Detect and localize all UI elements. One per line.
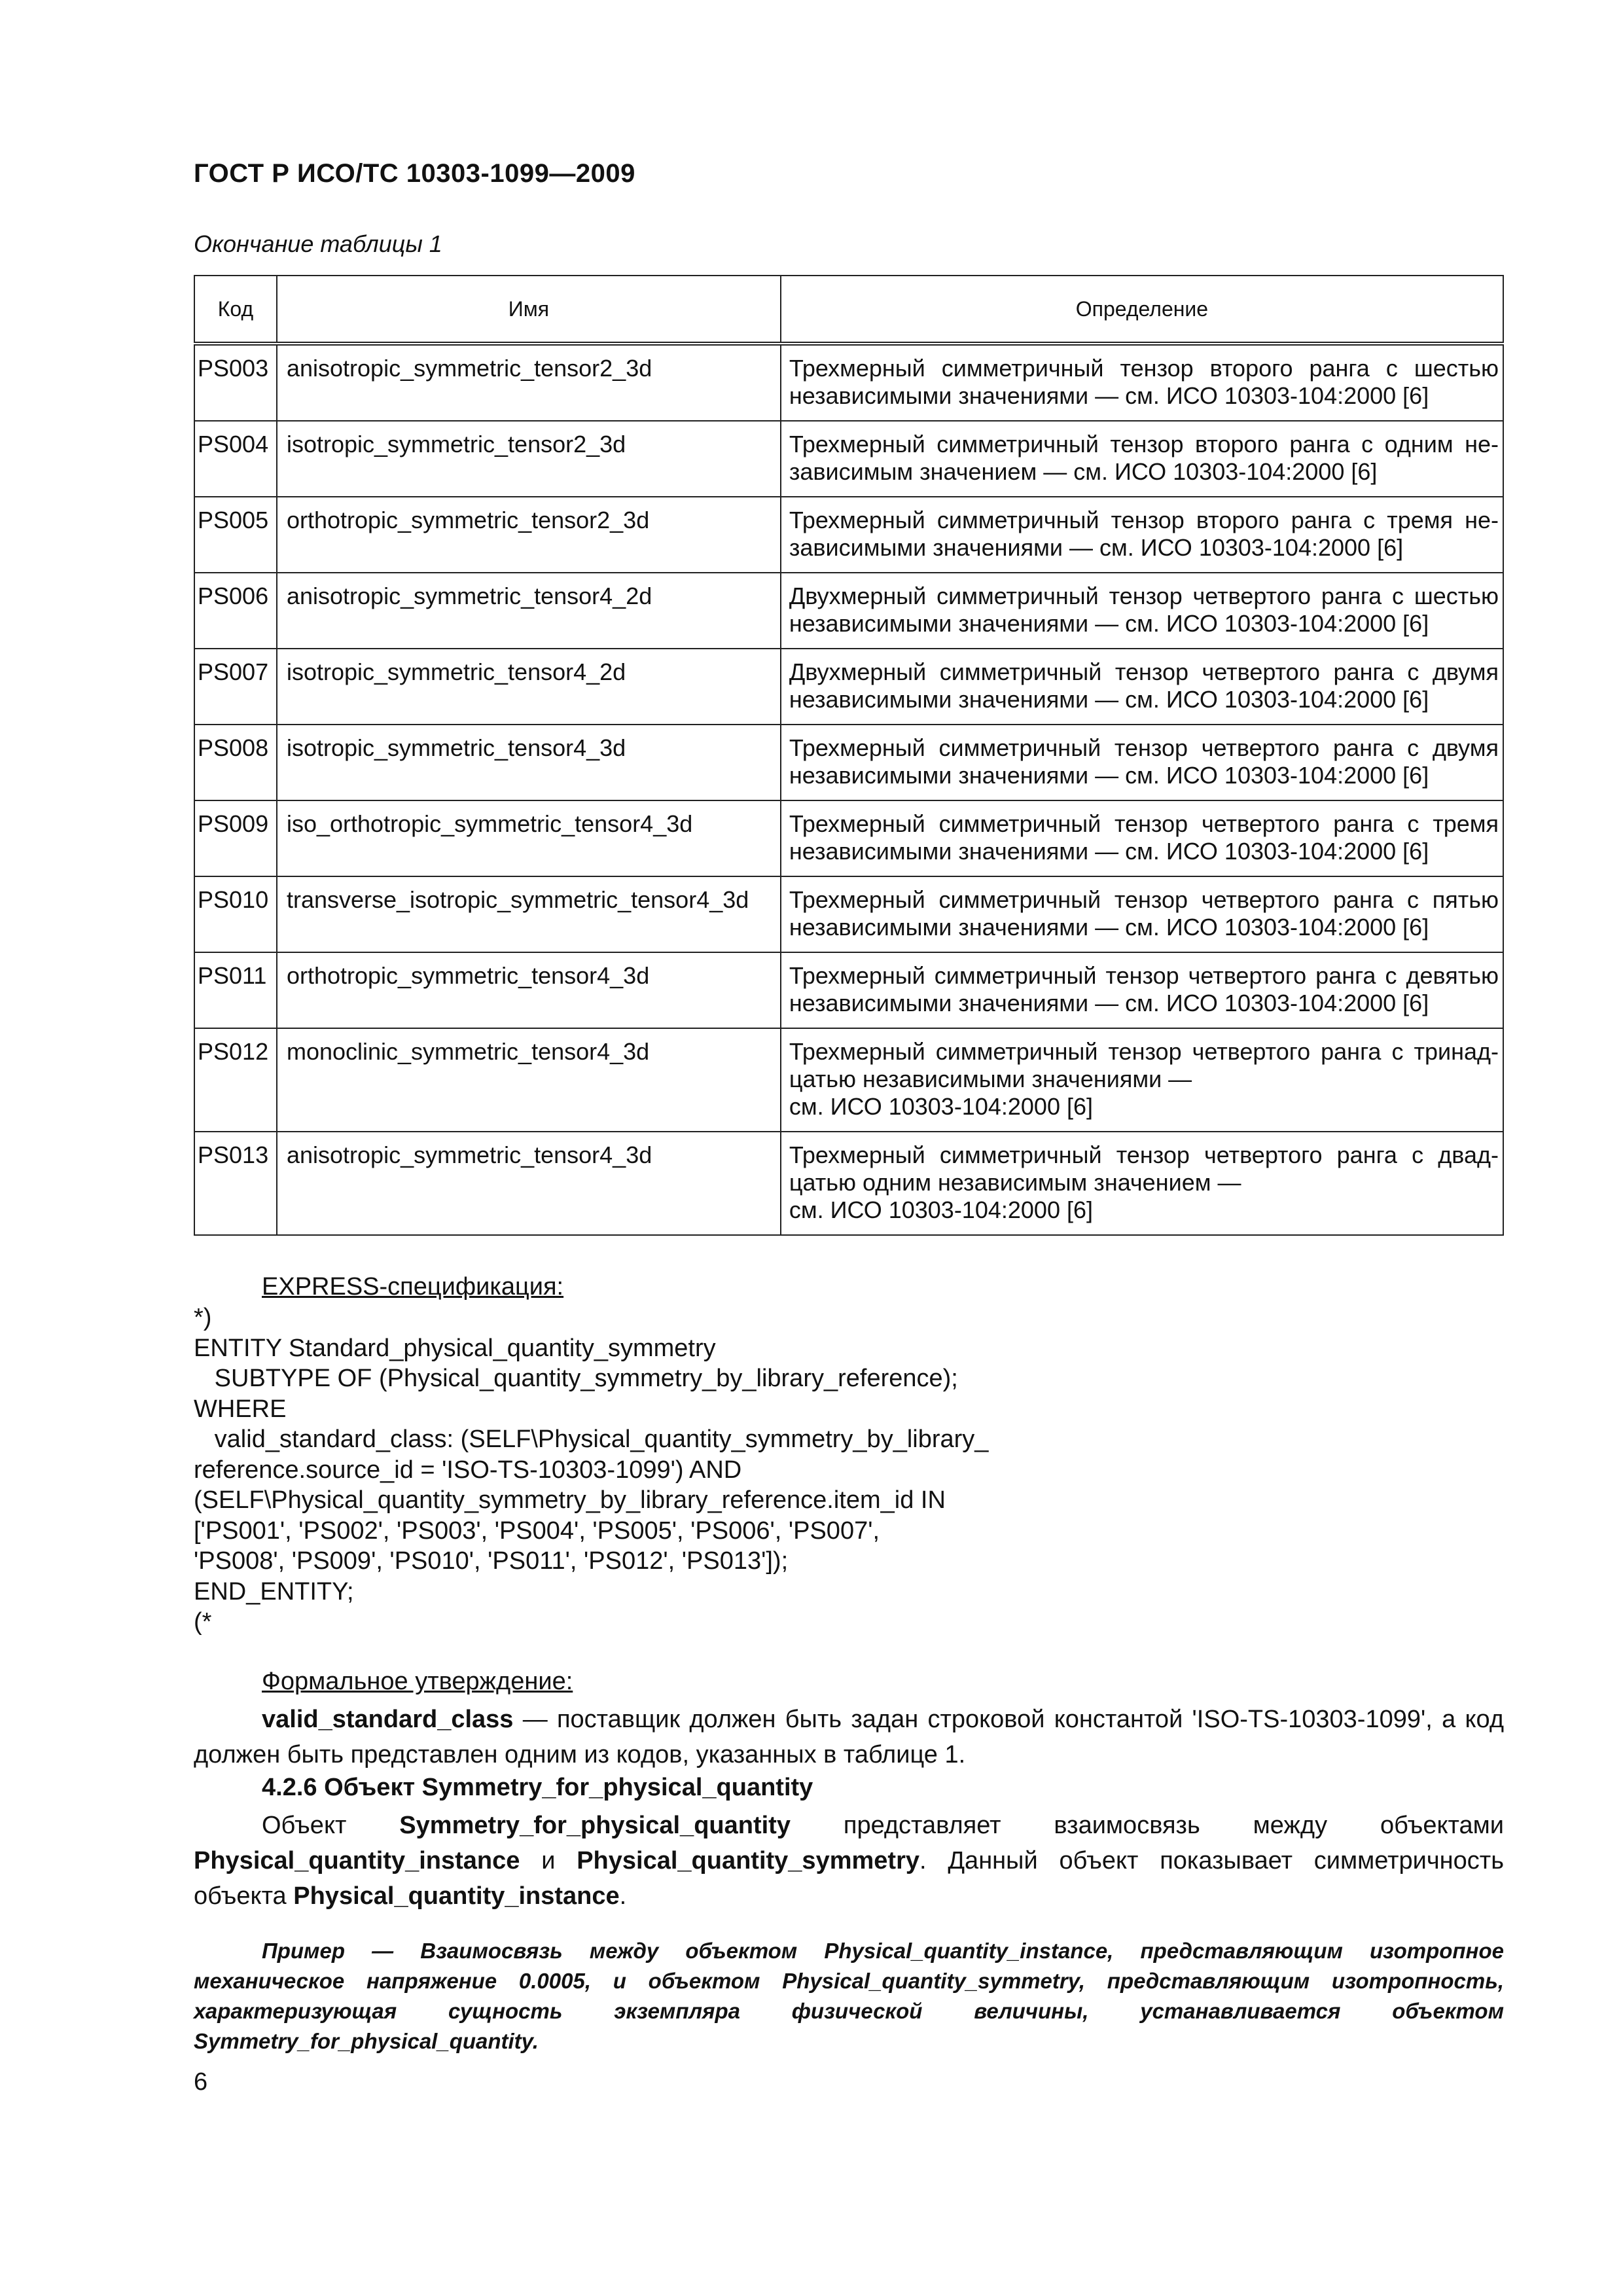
- table-row: [194, 421, 1503, 497]
- paragraph-text: и: [520, 1847, 577, 1874]
- cell-code: PS012: [194, 1028, 277, 1132]
- cell-definition: Трехмерный симметричный тензор четвертого ранга с тринадцатью независимыми значениями — см. ИСО 10303-104:2000 [6]: [781, 1028, 1503, 1132]
- express-code-block: *) ENTITY Standard_physical_quantity_symmetry SUBTYPE OF (Physical_quantity_symmetry_by_library_reference); WHERE valid_standard_class: (SELF\Physical_quantity_symmetry_by_library_ reference.source_id = 'ISO-TS-10303-1099') AND (SELF\Physical_quantity_symmetry_by_library_reference.item_id IN ['PS001', 'PS002', 'PS003', 'PS004', 'PS005', 'PS006', 'PS007', 'PS008', 'PS009', 'PS010', 'PS011', 'PS012', 'PS013']); END_ENTITY; (*: [194, 1304, 989, 1636]
- entity-name: Symmetry_for_physical_quantity: [399, 1812, 791, 1839]
- cell-name: orthotropic_symmetric_tensor4_3d: [277, 952, 781, 1028]
- column-header-name: Имя: [277, 276, 781, 344]
- entity-name: Physical_quantity_instance: [194, 1847, 520, 1874]
- column-header-code: Код: [194, 276, 277, 344]
- cell-definition: Трехмерный симметричный тензор второго ранга с шестью независимыми значениями — см. ИСО 10303-104:2000 [6]: [781, 344, 1503, 421]
- cell-code: PS010: [194, 876, 277, 952]
- entity-name: Physical_quantity_instance: [293, 1882, 620, 1910]
- cell-definition: Двухмерный симметричный тензор четвертого ранга с шестью независимыми значениями — см. ИСО 10303-104:2000 [6]: [781, 573, 1503, 649]
- table-row: [194, 649, 1503, 725]
- table-header-row: [194, 276, 1503, 344]
- column-header-definition: Определение: [781, 276, 1503, 344]
- cell-name: anisotropic_symmetric_tensor4_3d: [277, 1132, 781, 1235]
- table-row: [194, 952, 1503, 1028]
- paragraph-text: Объект: [262, 1812, 400, 1839]
- paragraph-text: . Данный объект показывает симметричность объекта: [194, 1847, 1504, 1910]
- symmetry-codes-table: [194, 275, 1504, 1236]
- rule-text: — поставщик должен быть задан строковой константой 'ISO-TS-10303-1099', а код должен быть представлен одним из кодов, указанных в таблице 1.: [194, 1706, 1504, 1768]
- table-row: [194, 876, 1503, 952]
- cell-definition: Трехмерный симметричный тензор второго ранга с тремя независимыми значениями — см. ИСО 10303-104:2000 [6]: [781, 497, 1503, 573]
- cell-code: PS003: [194, 344, 277, 421]
- rule-name: valid_standard_class: [262, 1706, 514, 1733]
- formal-statement-title: Формальное утверждение:: [262, 1668, 573, 1695]
- cell-code: PS008: [194, 725, 277, 800]
- cell-definition: Двухмерный симметричный тензор четвертого ранга с двумя независимыми значениями — см. ИСО 10303-104:2000 [6]: [781, 649, 1503, 725]
- section-paragraph: [194, 1808, 1504, 1914]
- cell-definition: Трехмерный симметричный тензор четвертого ранга с двадцатью одним независимым значением — см. ИСО 10303-104:2000 [6]: [781, 1132, 1503, 1235]
- cell-definition: Трехмерный симметричный тензор четвертого ранга с двумя независимыми значениями — см. ИСО 10303-104:2000 [6]: [781, 725, 1503, 800]
- entity-name: Physical_quantity_symmetry: [577, 1847, 919, 1874]
- paragraph-text: .: [619, 1882, 627, 1910]
- document-header: ГОСТ Р ИСО/ТС 10303-1099—2009: [194, 159, 635, 188]
- example-note: Пример — Взаимосвязь между объектом Physical_quantity_instance, представляющим изотропное механическое напряжение 0.0005, и объектом Physical_quantity_symmetry, представляющим изотропность, характеризующая сущность экземпляра физической величины, устанавливается объектом Symmetry_for_physical_quantity.: [194, 1939, 1504, 2053]
- cell-name: orthotropic_symmetric_tensor2_3d: [277, 497, 781, 573]
- cell-definition: Трехмерный симметричный тензор четвертого ранга с пятью независимыми значениями — см. ИСО 10303-104:2000 [6]: [781, 876, 1503, 952]
- table-caption: Окончание таблицы 1: [194, 230, 442, 257]
- cell-name: anisotropic_symmetric_tensor4_2d: [277, 573, 781, 649]
- table-row: [194, 725, 1503, 800]
- cell-name: isotropic_symmetric_tensor2_3d: [277, 421, 781, 497]
- cell-name: anisotropic_symmetric_tensor2_3d: [277, 344, 781, 421]
- table-row: [194, 573, 1503, 649]
- page-number: 6: [194, 2068, 208, 2096]
- cell-name: iso_orthotropic_symmetric_tensor4_3d: [277, 800, 781, 876]
- cell-name: transverse_isotropic_symmetric_tensor4_3d: [277, 876, 781, 952]
- table-row: [194, 344, 1503, 421]
- cell-definition: Трехмерный симметричный тензор второго ранга с одним независимым значением — см. ИСО 10303-104:2000 [6]: [781, 421, 1503, 497]
- formal-statement-paragraph: [194, 1702, 1504, 1772]
- cell-code: PS005: [194, 497, 277, 573]
- express-specification-title: EXPRESS-спецификация:: [262, 1273, 564, 1300]
- table-row: [194, 800, 1503, 876]
- section-heading: 4.2.6 Объект Symmetry_for_physical_quantity: [262, 1774, 813, 1801]
- cell-code: PS011: [194, 952, 277, 1028]
- cell-name: isotropic_symmetric_tensor4_2d: [277, 649, 781, 725]
- cell-name: monoclinic_symmetric_tensor4_3d: [277, 1028, 781, 1132]
- paragraph-text: представляет взаимосвязь между объектами: [790, 1812, 1504, 1839]
- cell-code: PS007: [194, 649, 277, 725]
- cell-code: PS004: [194, 421, 277, 497]
- cell-code: PS006: [194, 573, 277, 649]
- table-row: [194, 497, 1503, 573]
- cell-definition: Трехмерный симметричный тензор четвертого ранга с тремя независимыми значениями — см. ИСО 10303-104:2000 [6]: [781, 800, 1503, 876]
- cell-code: PS013: [194, 1132, 277, 1235]
- table-row: [194, 1132, 1503, 1235]
- cell-code: PS009: [194, 800, 277, 876]
- cell-name: isotropic_symmetric_tensor4_3d: [277, 725, 781, 800]
- cell-definition: Трехмерный симметричный тензор четвертого ранга с девятью независимыми значениями — см. ИСО 10303-104:2000 [6]: [781, 952, 1503, 1028]
- table-row: [194, 1028, 1503, 1132]
